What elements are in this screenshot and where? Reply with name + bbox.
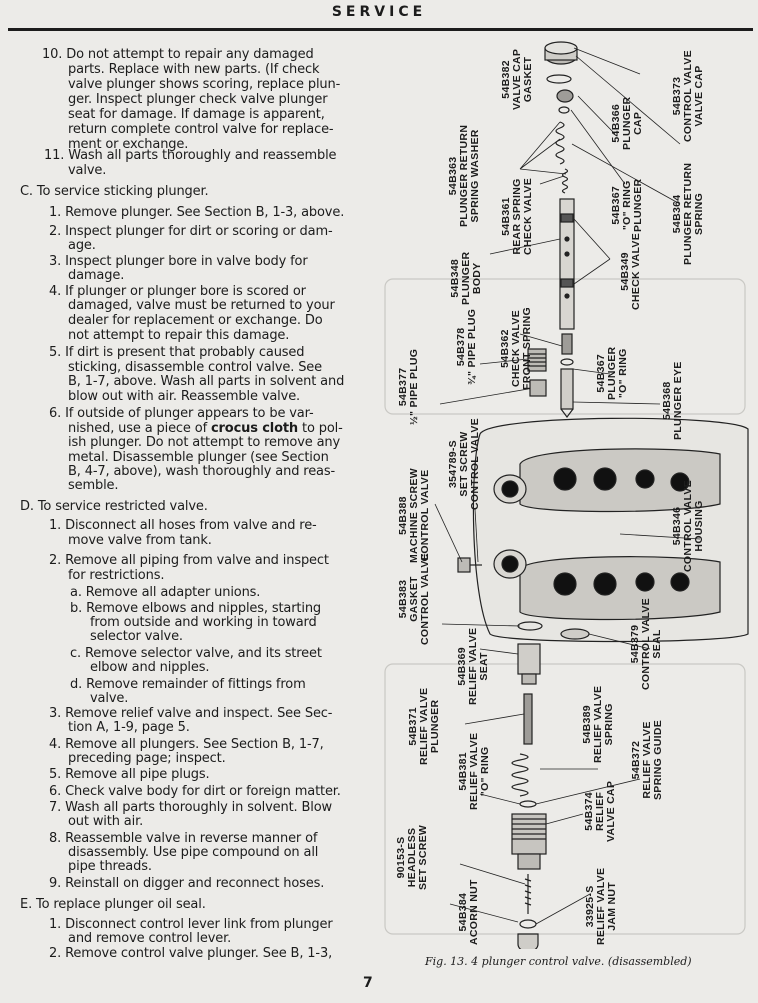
label-line: 54B378 <box>455 327 467 367</box>
label-line: 54B371 <box>407 707 419 746</box>
label-line: RELIEF VALVE <box>418 687 430 765</box>
text-line: ish plunger. Do not attempt to remove any <box>68 435 341 450</box>
label-line: GASKET <box>522 56 534 103</box>
text-line: B, 1-7, above. Wash all parts in solvent and <box>68 374 345 389</box>
label-line: PLUNGER RETURN <box>682 162 694 265</box>
text-line: age. <box>68 238 96 253</box>
text-line: 5. Remove all pipe plugs. <box>49 767 210 782</box>
label-line: MACHINE SCREW <box>408 468 420 563</box>
label-line: CONTROL VALVE <box>419 553 431 645</box>
label-line: ¾" PIPE PLUG <box>466 308 478 385</box>
text-fragment: nished, use a piece of <box>68 421 211 436</box>
label-line: "O" RING <box>617 348 629 399</box>
text-line: pipe threads. <box>68 859 152 874</box>
text-line: move valve from tank. <box>68 533 212 548</box>
text-line: a. Remove all adapter unions. <box>70 585 261 600</box>
label-line: 54B384 <box>457 892 469 932</box>
text-line: valve plunger shows scoring, replace plun- <box>68 77 341 92</box>
text-line: d. Remove remainder of fittings from <box>70 677 306 692</box>
label-line: SPRING WASHER <box>469 129 481 223</box>
label-line: 354789-S <box>447 440 459 488</box>
page-number: 7 <box>363 975 373 991</box>
label-line: RELIEF VALVE <box>641 721 653 799</box>
label-line: 54B363 <box>447 156 459 196</box>
text-line: sticking, disassemble control valve. See <box>68 360 323 375</box>
text-line: c. Remove selector valve, and its street <box>70 646 322 661</box>
label-line: 54B361 <box>500 197 512 236</box>
text-line: tion A, 1-9, page 5. <box>68 720 190 735</box>
text-line: C. To service sticking plunger. <box>20 184 209 199</box>
text-line: 11. Wash all parts thoroughly and reassemble <box>44 148 337 163</box>
text-line: out with air. <box>68 814 144 829</box>
text-line: 8. Reassemble valve in reverse manner of <box>49 831 318 846</box>
text-line: 6. Check valve body for dirt or foreign matter. <box>49 784 341 799</box>
text-line: 6. If outside of plunger appears to be var- <box>49 406 314 421</box>
text-line: from outside and working in toward <box>90 615 317 630</box>
text-line: 5. If dirt is present that probably caused <box>49 345 305 360</box>
label-line: ½" PIPE PLUG <box>408 348 420 425</box>
label-line: REAR SPRING <box>511 178 523 255</box>
label-line: PLUNGER <box>606 346 618 400</box>
label-line: SET SCREW <box>458 431 470 497</box>
label-line: 54B383 <box>397 579 409 619</box>
label-line: PLUNGER <box>621 96 633 150</box>
text-line: dealer for replacement or exchange. Do <box>68 313 323 328</box>
text-line <box>68 421 343 436</box>
text-line: D. To service restricted valve. <box>20 499 208 514</box>
label-line: CONTROL VALVE <box>419 469 431 562</box>
label-line: CONTROL VALVE <box>682 480 694 572</box>
label-line: 54B362 <box>499 329 511 368</box>
label-line: CONTROL VALVE <box>469 418 481 510</box>
label-line: 54B374 <box>583 792 595 831</box>
label-line: PLUNGER <box>429 699 441 754</box>
label-line: BODY <box>471 262 483 295</box>
label-line: CONTROL VALVE <box>682 50 694 142</box>
label-line: "O" RING <box>479 746 491 797</box>
text-line: not attempt to repair this damage. <box>68 328 290 343</box>
label-line: CHECK VALVE <box>522 178 534 255</box>
text-line: 2. Inspect plunger for dirt or scoring or dam- <box>49 224 333 239</box>
text-line: valve. <box>68 163 107 178</box>
text-line: preceding page; inspect. <box>68 751 226 766</box>
text-line: 4. If plunger or plunger bore is scored or <box>49 284 306 299</box>
text-line: damage. <box>68 268 125 283</box>
label-line: 54B372 <box>630 740 642 780</box>
label-line: 54B348 <box>449 258 461 298</box>
text-line: parts. Replace with new parts. (If check <box>68 62 320 77</box>
label-line: HOUSING <box>693 500 705 552</box>
label-line: CAP <box>632 111 644 135</box>
label-line: PLUNGER EYE <box>672 361 684 440</box>
text-line: B, 4-7, above), wash thoroughly and reas- <box>68 464 336 479</box>
emphasis-crocus-cloth: crocus cloth <box>210 421 299 436</box>
label-line: HEADLESS <box>406 827 418 888</box>
label-line: 54B381 <box>457 752 469 791</box>
label-line: SPRING GUIDE <box>652 719 664 800</box>
label-line: JAM NUT <box>606 881 618 931</box>
text-line: selector valve. <box>90 629 183 644</box>
text-line: disassembly. Use pipe compound on all <box>68 845 319 860</box>
label-line: RELIEF VALVE <box>595 867 607 945</box>
label-line: ACORN NUT <box>468 879 480 945</box>
text-line: 1. Disconnect all hoses from valve and re- <box>49 518 317 533</box>
text-line: and remove control lever. <box>68 931 232 946</box>
label-line: SEAT <box>478 652 490 681</box>
text-line: 7. Wash all parts thoroughly in solvent. Blow <box>49 800 333 815</box>
text-line: ger. Inspect plunger check valve plunger <box>68 92 328 107</box>
label-line: 54B349 <box>619 252 631 291</box>
label-line: 54B367 <box>595 353 607 393</box>
label-line: 54B382 <box>500 60 512 99</box>
label-line: 33925-S <box>584 885 596 928</box>
label-line: "O" RING <box>621 180 633 231</box>
label-line: VALVE CAP <box>605 780 617 842</box>
label-line: 54B369 <box>456 647 468 686</box>
label-line: PLUNGER <box>632 178 644 232</box>
text-line: valve. <box>90 691 129 706</box>
instructions-column <box>0 0 365 990</box>
text-line: 2. Remove all piping from valve and inspect <box>49 553 329 568</box>
label-line: 54B364 <box>671 194 683 234</box>
text-fragment: to pol- <box>298 421 343 436</box>
label-line: 54B368 <box>661 381 673 421</box>
label-line: VALVE CAP <box>511 48 523 110</box>
label-line: PLUNGER <box>460 251 472 305</box>
label-line: SET SCREW <box>417 824 429 890</box>
label-line: FRONT SPRING <box>521 307 533 390</box>
label-line: 90153-S <box>395 836 407 879</box>
label-line: RELIEF VALVE <box>468 732 480 810</box>
text-line: blow out with air. Reassemble valve. <box>68 389 301 404</box>
label-line: 54B366 <box>610 103 622 143</box>
label-line: VALVE CAP <box>693 65 705 127</box>
label-line: GASKET <box>408 576 420 622</box>
text-line: 10. Do not attempt to repair any damaged <box>42 47 314 62</box>
text-line: ment or exchange. <box>68 137 189 152</box>
text-line: seat for damage. If damage is apparent, <box>68 107 325 122</box>
text-line: for restrictions. <box>68 568 165 583</box>
label-line: CHECK VALVE <box>510 310 522 388</box>
text-line: elbow and nipples. <box>90 660 210 675</box>
header-title: SERVICE <box>331 4 427 20</box>
text-line: metal. Disassemble plunger (see Section <box>68 450 329 465</box>
label-line: CONTROL VALVE <box>640 598 652 690</box>
label-line: 54B388 <box>397 496 409 535</box>
text-line: 3. Inspect plunger bore in valve body for <box>49 254 308 269</box>
text-line: 3. Remove relief valve and inspect. See Sec- <box>49 706 333 721</box>
text-line: E. To replace plunger oil seal. <box>20 897 206 912</box>
label-line: 54B377 <box>397 367 409 407</box>
label-line: 54B389 <box>581 705 593 744</box>
label-line: RELIEF VALVE <box>467 627 479 705</box>
text-line: return complete control valve for replace- <box>68 122 334 137</box>
text-line: 1. Disconnect control lever link from plunger <box>49 917 333 932</box>
figure-caption: Fig. 13. 4 plunger control valve. (disassembled) <box>425 955 692 968</box>
text-line: 1. Remove plunger. See Section B, 1-3, above. <box>49 205 345 220</box>
text-line: 4. Remove all plungers. See Section B, 1-7, <box>49 737 324 752</box>
label-line: RELIEF VALVE <box>592 685 604 763</box>
label-line: 54B346 <box>671 506 683 546</box>
label-line: 54B373 <box>671 76 683 116</box>
label-line: 54B379 <box>629 624 641 664</box>
label-line: SEAL <box>651 629 663 659</box>
text-line: damaged, valve must be returned to your <box>68 298 335 313</box>
label-line: CHECK VALVE <box>630 233 642 310</box>
label-line: SPRING <box>603 703 615 746</box>
text-line: semble. <box>68 478 119 493</box>
label-line: PLUNGER RETURN <box>458 124 470 227</box>
label-line: 54B367 <box>610 185 622 225</box>
label-line: RELIEF <box>594 791 606 831</box>
text-line: 9. Reinstall on digger and reconnect hoses. <box>49 876 325 891</box>
text-line: b. Remove elbows and nipples, starting <box>70 601 322 616</box>
text-line: 2. Remove control valve plunger. See B, 1-3, <box>49 946 333 961</box>
label-line: SPRING <box>693 192 705 235</box>
